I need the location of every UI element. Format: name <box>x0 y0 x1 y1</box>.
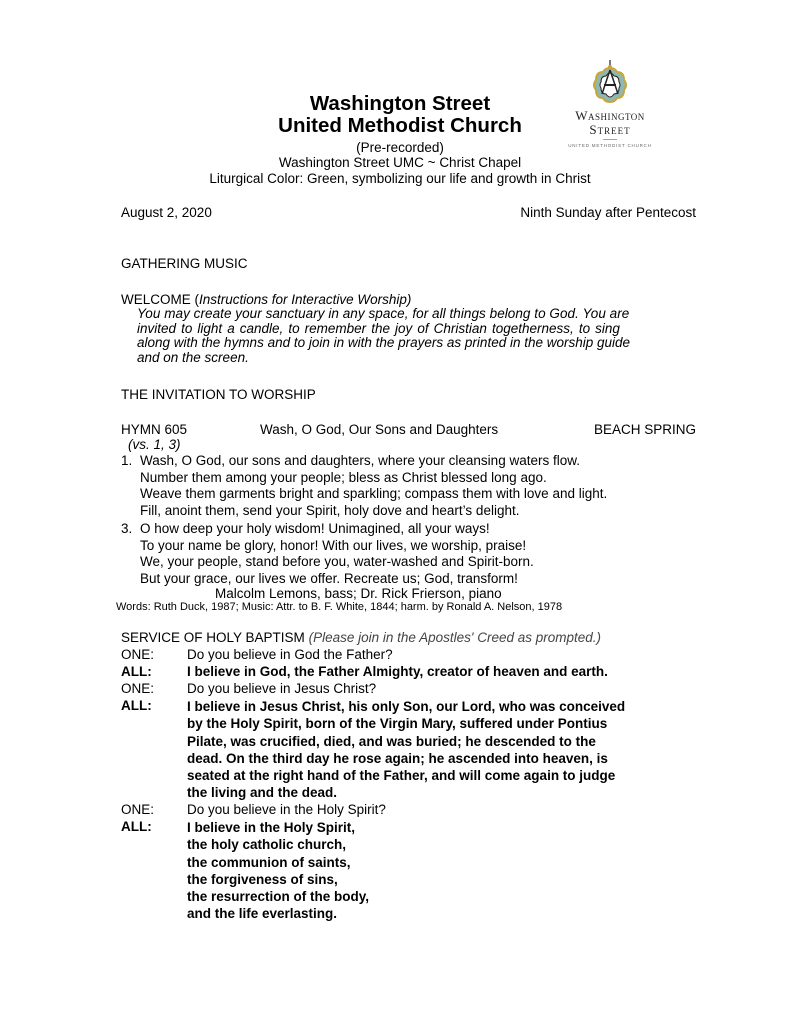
all-label: ALL: <box>121 698 152 713</box>
hymn-performers: Malcolm Lemons, bass; Dr. Rick Frierson, piano <box>215 586 502 601</box>
hymn-verses-note: (vs. 1, 3) <box>128 437 181 452</box>
logo-divider <box>603 139 617 140</box>
welcome-line: and on the screen. <box>137 349 249 365</box>
verse-line: O how deep your holy wisdom! Unimagined, all your ways! <box>140 521 490 536</box>
hymn-credits: Words: Ruth Duck, 1987; Music: Attr. to B. F. White, 1844; harm. by Ronald A. Nelson, 1978 <box>116 601 563 613</box>
church-logo <box>545 58 675 153</box>
answer-2 <box>187 698 625 802</box>
logo-text-street: Street <box>589 122 631 137</box>
creed-line: I believe in Jesus Christ, his only Son, our Lord, who was conceived <box>187 699 626 714</box>
answer-3 <box>187 819 369 923</box>
verse-line: Number them among your people; bless as Christ blessed long ago. <box>140 469 547 485</box>
creed-line: the holy catholic church, <box>187 837 347 853</box>
invitation-heading: THE INVITATION TO WORSHIP <box>121 387 316 402</box>
creed-line: seated at the right hand of the Father, and will come again to judge <box>187 768 616 784</box>
baptism-heading: SERVICE OF HOLY BAPTISM <box>121 630 305 645</box>
creed-line: Pilate, was crucified, died, and was buried; he descended to the <box>187 733 596 749</box>
baptism-note: (Please join in the Apostles' Creed as prompted.) <box>308 630 602 645</box>
creed-line: dead. On the third day he rose again; he ascended into heaven, is <box>187 750 608 766</box>
welcome-heading-note: Instructions for Interactive Worship) <box>199 292 412 307</box>
verse-1-number: 1. <box>121 453 133 468</box>
creed-line: the living and the dead. <box>187 785 338 801</box>
hymn-title: Wash, O God, Our Sons and Daughters <box>260 422 499 437</box>
verse-line: But your grace, our lives we offer. Recreate us; God, transform! <box>140 570 518 586</box>
verse-line: Weave them garments bright and sparkling; compass them with love and light. <box>140 486 608 501</box>
welcome-heading-label: WELCOME ( <box>121 292 200 307</box>
creed-line: the resurrection of the body, <box>187 889 370 905</box>
welcome-instructions <box>137 307 630 365</box>
one-label: ONE: <box>121 802 155 817</box>
welcome-line: invited to light a candle, to remember the joy of Christian togetherness, to sing <box>137 320 620 336</box>
steeple-icon <box>545 58 675 108</box>
church-name-line1: Washington Street <box>309 92 491 115</box>
church-name-line2: United Methodist Church <box>278 114 522 137</box>
welcome-line: along with the hymns and to join in with the prayers as printed in the worship guide <box>137 335 631 350</box>
verse-3 <box>140 521 534 587</box>
creed-line: the forgiveness of sins, <box>187 871 338 887</box>
all-label: ALL: <box>121 819 152 834</box>
logo-text-umc: UNITED METHODIST CHURCH <box>568 143 652 148</box>
hymn-tune: BEACH SPRING <box>593 422 696 437</box>
verse-line: Fill, anoint them, send your Spirit, holy dove and heart’s delight. <box>140 502 520 518</box>
creed-line: by the Holy Spirit, born of the Virgin Mary, suffered under Pontius <box>187 716 608 732</box>
question-2: Do you believe in Jesus Christ? <box>187 681 377 696</box>
one-label: ONE: <box>121 647 155 662</box>
verse-line: Wash, O God, our sons and daughters, where your cleansing waters flow. <box>140 453 580 468</box>
verse-3-number: 3. <box>121 521 133 536</box>
question-3: Do you believe in the Holy Spirit? <box>187 802 386 817</box>
gathering-music-heading: GATHERING MUSIC <box>121 256 248 271</box>
creed-line: I believe in the Holy Spirit, <box>187 820 356 835</box>
one-label: ONE: <box>121 681 155 696</box>
welcome-line: You may create your sanctuary in any space, for all things belong to God. You are <box>137 306 630 321</box>
hymn-number: HYMN 605 <box>121 422 188 437</box>
answer-1: I believe in God, the Father Almighty, creator of heaven and earth. <box>187 664 608 679</box>
verse-line: To your name be glory, honor! With our lives, we worship, praise! <box>140 537 527 553</box>
creed-line: and the life everlasting. <box>187 906 338 922</box>
chapel-name: Washington Street UMC ~ Christ Chapel <box>278 155 522 170</box>
verse-1 <box>140 453 607 519</box>
service-date: August 2, 2020 <box>121 205 212 220</box>
all-label: ALL: <box>121 664 152 679</box>
logo-text-washington: Washington <box>575 108 645 123</box>
creed-line: the communion of saints, <box>187 854 351 870</box>
question-1: Do you believe in God the Father? <box>187 647 393 662</box>
liturgical-color: Liturgical Color: Green, symbolizing our life and growth in Christ <box>209 171 591 186</box>
liturgical-sunday: Ninth Sunday after Pentecost <box>520 205 696 220</box>
prerecorded-note: (Pre-recorded) <box>356 140 444 155</box>
baptism-heading-row <box>121 630 601 646</box>
verse-line: We, your people, stand before you, water-washed and Spirit-born. <box>140 554 534 569</box>
